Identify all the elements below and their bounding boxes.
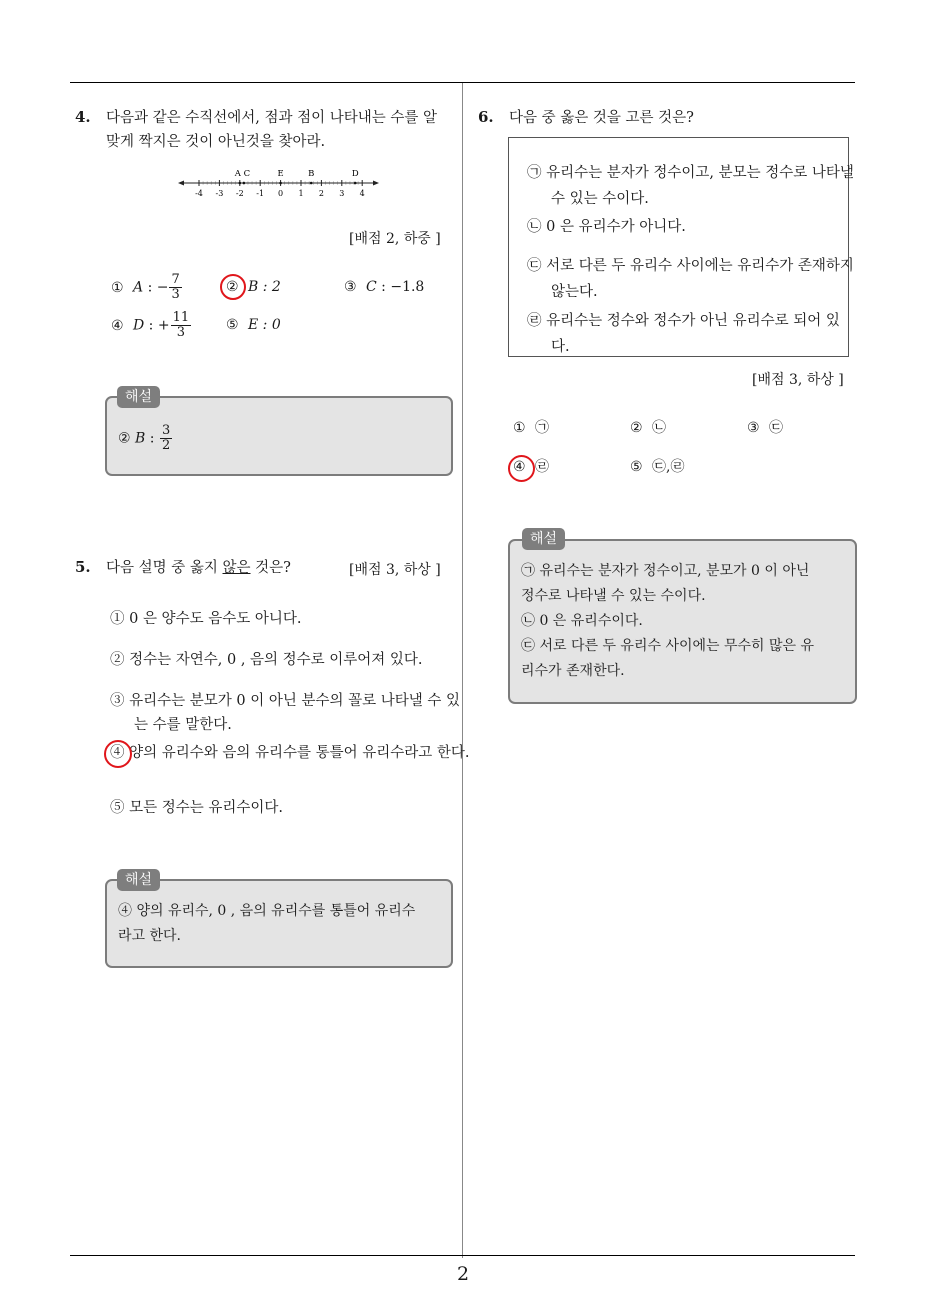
q6-statement-3: ㉢ 서로 다른 두 유리수 사이에는 유리수가 존재하지 않는다. [527, 258, 854, 300]
option-mark: ① [111, 279, 124, 296]
number-line-point-label-d: D [351, 169, 359, 179]
number-line-point-e [279, 182, 282, 185]
q6-number: 6. [478, 108, 494, 126]
number-line-tick-label: -2 [235, 189, 244, 198]
q4-question-text [106, 106, 458, 154]
q4-text-line2: 맞게 짝지은 것이 아닌것을 찾아라. [106, 134, 326, 150]
number-line-point-d [354, 182, 357, 185]
q4-option-4[interactable]: ④ D : + $\frac{11}{3}$ [111, 310, 190, 340]
number-line-point-c [243, 182, 246, 185]
option-mark: ⑤ [226, 317, 239, 333]
q4-option-5[interactable]: ⑤ E : 0 [226, 313, 281, 337]
q6-statement-2: ㉡ 0 은 유리수가 아니다. [527, 219, 686, 235]
q5-question-text: 다음 설명 중 옳지 않은 것은? [106, 560, 291, 576]
q6-option-2[interactable]: ② ㉡ [630, 420, 666, 436]
q5-option-3[interactable]: ③ 유리수는 분모가 0 이 아닌 분수의 꼴로 나타낼 수 있는 수를 말한다. [110, 693, 460, 733]
q4-number-line [178, 166, 380, 200]
q4-explanation-tag: 해설 [117, 386, 160, 408]
fraction: $\frac{7}{3}$ [171, 272, 180, 302]
q4-option-1[interactable]: ① A : − $\frac{7}{3}$ [111, 272, 180, 302]
q4-option-3[interactable]: ③ C : −1.8 [344, 275, 424, 299]
q4-option-2[interactable]: ② B : 2 [226, 275, 281, 299]
option-mark: ④ [111, 317, 124, 334]
option-mark: ② [226, 279, 239, 295]
q5-option-4[interactable]: ④ 양의 유리수와 음의 유리수를 통틀어 유리수라고 한다. [110, 745, 470, 761]
number-line-point-label-e: E [277, 169, 284, 179]
fraction: $\frac{3}{2}$ [161, 423, 171, 453]
number-line-right-arrow [373, 181, 379, 186]
q5-option-1[interactable]: ① 0 은 양수도 음수도 아니다. [110, 611, 302, 627]
number-line-tick-label: 2 [318, 189, 324, 198]
q5-explanation-tag: 해설 [117, 869, 160, 891]
number-line-point-label-c: C [243, 169, 251, 179]
q6-answer-circle [508, 455, 535, 482]
number-line-tick-label: 1 [298, 189, 304, 198]
bottom-rule [70, 1255, 855, 1256]
q6-option-5[interactable]: ⑤ ㉢,㉣ [630, 459, 685, 475]
q6-option-3[interactable]: ③ ㉢ [747, 420, 783, 436]
q4-explanation-text: ② B : $\frac{3}{2}$ [118, 423, 171, 453]
q6-statement-4: ㉣ 유리수는 정수와 정수가 아닌 유리수로 되어 있다. [527, 313, 840, 355]
number-line-point-a [239, 182, 242, 185]
q5-option-2[interactable]: ② 정수는 자연수, 0 , 음의 정수로 이루어져 있다. [110, 652, 423, 668]
number-line-tick-label: 3 [339, 189, 345, 198]
q6-option-4[interactable]: ④ ㉣ [513, 459, 549, 475]
number-line-tick-label: -3 [215, 189, 224, 198]
q4-score: [배점 2, 하중 ] [349, 231, 441, 247]
number-line-left-arrow [178, 181, 184, 186]
number-line-point-label-b: B [308, 169, 315, 179]
q6-option-1[interactable]: ① ㉠ [513, 420, 549, 436]
q6-score: [배점 3, 하상 ] [752, 372, 844, 388]
page-number: 2 [456, 1263, 470, 1285]
q6-explanation-tag: 해설 [522, 528, 565, 550]
q5-score: [배점 3, 하상 ] [349, 562, 441, 578]
q4-answer-circle [220, 274, 246, 300]
number-line-tick-label: -1 [256, 189, 265, 198]
q5-explanation-text: ④ 양의 유리수, 0 , 음의 유리수를 통틀어 유리수 라고 한다. [118, 903, 416, 944]
q5-option-5[interactable]: ⑤ 모든 정수는 유리수이다. [110, 800, 284, 816]
number-line-tick-label: 4 [359, 189, 365, 198]
number-line-tick-label: 0 [278, 189, 284, 198]
number-line-point-label-a: A [234, 169, 241, 179]
q5-number: 5. [75, 558, 91, 576]
q6-explanation-text: ㉠ 유리수는 분자가 정수이고, 분모가 0 이 아닌 정수로 나타낼 수 있는 수이다. ㉡ 0 은 유리수이다. ㉢ 서로 다른 두 유리수 사이에는 무수히 많은 유 리수가 존재한다. [521, 563, 815, 679]
number-line-point-b [310, 182, 313, 185]
number-line-tick-label: -4 [195, 189, 203, 198]
fraction: $\frac{11}{3}$ [172, 310, 190, 340]
q4-number: 4. [75, 108, 91, 126]
q6-question-text: 다음 중 옳은 것을 고른 것은? [509, 110, 694, 126]
q4-text-line1: 다음과 같은 수직선에서, 점과 점이 나타내는 수를 알 [106, 110, 438, 126]
option-mark: ③ [344, 279, 357, 295]
q5-answer-circle [104, 740, 132, 768]
q6-statement-1: ㉠ 유리수는 분자가 정수이고, 분모는 정수로 나타낼 수 있는 수이다. [527, 165, 854, 207]
